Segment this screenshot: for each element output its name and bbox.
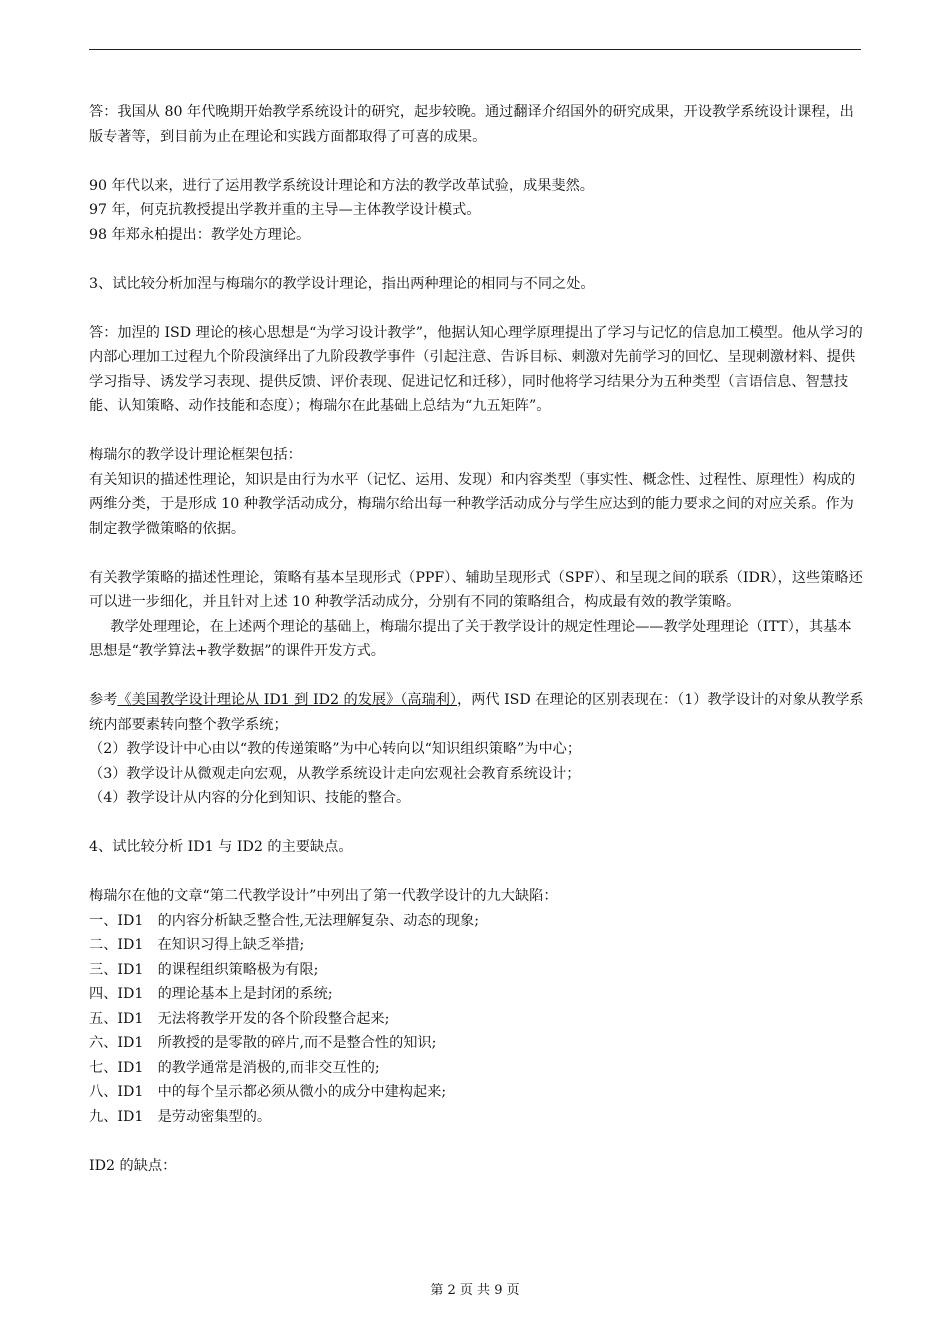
question-4: 4、试比较分析 ID1 与 ID2 的主要缺点。 [89, 839, 353, 855]
reference-item-4: （4）教学设计从内容的分化到知识、技能的整合。 [89, 790, 411, 806]
merrill-heading: 梅瑞尔的教学设计理论框架包括： [89, 447, 302, 463]
reference-item-3: （3）教学设计从微观走向宏观，从教学系统设计走向宏观社会教育系统设计； [89, 765, 581, 782]
reference-item-2: （2）教学设计中心由以“教的传递策略”为中心转向以“知识组织策略”为中心； [89, 741, 582, 757]
id1-item: 六、ID1 所教授的是零散的碎片,而不是整合性的知识; [89, 1035, 437, 1051]
id1-item: 九、ID1 是劳动密集型的。 [89, 1108, 272, 1125]
paragraph-intro: 答：我国从 80 年代晚期开始教学系统设计的研究，起步较晚。通过翻译介绍国外的研究成果，开设教学系统设计课程，出版专著等，到目前为止在理论和实践方面都取得了可喜的成果。 [89, 104, 854, 145]
id1-item: 四、ID1 的理论基本上是封闭的系统; [89, 986, 333, 1002]
reference-text: ，两代 ISD 在理论的区别表现在：（1）教学设计的对象从教学系统内部要素转向整个教学系统； [89, 692, 864, 733]
question-3: 3、试比较分析加涅与梅瑞尔的教学设计理论，指出两种理论的相同与不同之处。 [89, 275, 595, 292]
page-number: 第 2 页 共 9 页 [430, 1283, 520, 1298]
id1-item: 三、ID1 的课程组织策略极为有限; [89, 961, 319, 978]
id1-item: 五、ID1 无法将教学开发的各个阶段整合起来; [89, 1010, 390, 1027]
id1-item: 七、ID1 的教学通常是消极的,而非交互性的; [89, 1059, 380, 1076]
id1-item: 二、ID1 在知识习得上缺乏举措; [89, 937, 305, 953]
reference-link[interactable]: 《美国教学设计理论从 ID1 到 ID2 的发展》（高瑞利） [117, 692, 457, 708]
paragraph-97: 97 年，何克抗教授提出学教并重的主导—主体教学设计模式。 [89, 202, 481, 218]
id1-intro: 梅瑞尔在他的文章“第二代教学设计”中列出了第一代教学设计的九大缺陷： [89, 888, 558, 904]
reference-paragraph [89, 688, 864, 737]
paragraph-98: 98 年郑永柏提出：教学处方理论。 [89, 226, 311, 243]
header-rule [89, 49, 861, 50]
answer-3: 答：加涅的 ISD 理论的核心思想是“为学习设计教学”，他据认知心理学原理提出了学习与记忆的信息加工模型。他从学习的内部心理加工过程九个阶段演绎出了九阶段教学事件（引起注意、告诉目标、刺激对先前学习的回忆、呈现刺激材料、提供学习指导、诱发学习表现、提供反馈、评价表现、促进记忆和迁移），同时他将学习结果分为五种类型（言语信息、智慧技能、认知策略、动作技能和态度）；梅瑞尔在此基础上总结为“九五矩阵”。 [89, 324, 863, 414]
document-body [89, 100, 864, 1178]
merrill-knowledge-theory: 有关知识的描述性理论，知识是由行为水平（记忆、运用、发现）和内容类型（事实性、概念性、过程性、原理性）构成的两维分类，于是形成 10 种教学活动成分，梅瑞尔给出每一种教学活动成分与学生应达到的能力要求之间的对应关系。作为制定教学微策略的依据。 [89, 471, 856, 537]
paragraph-90s: 90 年代以来，进行了运用教学系统设计理论和方法的教学改革试验，成果斐然。 [89, 177, 594, 194]
merrill-strategy-theory: 有关教学策略的描述性理论，策略有基本呈现形式（PPF）、辅助呈现形式（SPF）、和呈现之间的联系（IDR），这些策略还可以进一步细化，并且针对上述 10 种教学活动成分，分别有不同的策略组合，构成最有效的教学策略。 [89, 569, 863, 610]
merrill-processing-theory: 教学处理理论，在上述两个理论的基础上，梅瑞尔提出了关于教学设计的规定性理论——教学处理理论（ITT），其基本思想是“教学算法+教学数据”的课件开发方式。 [89, 618, 852, 659]
id1-item: 八、ID1 中的每个呈示都必须从微小的成分中建构起来; [89, 1084, 447, 1100]
reference-prefix: 参考 [89, 692, 118, 708]
id2-heading: ID2 的缺点： [89, 1157, 177, 1174]
id1-item: 一、ID1 的内容分析缺乏整合性,无法理解复杂、动态的现象; [89, 912, 479, 929]
